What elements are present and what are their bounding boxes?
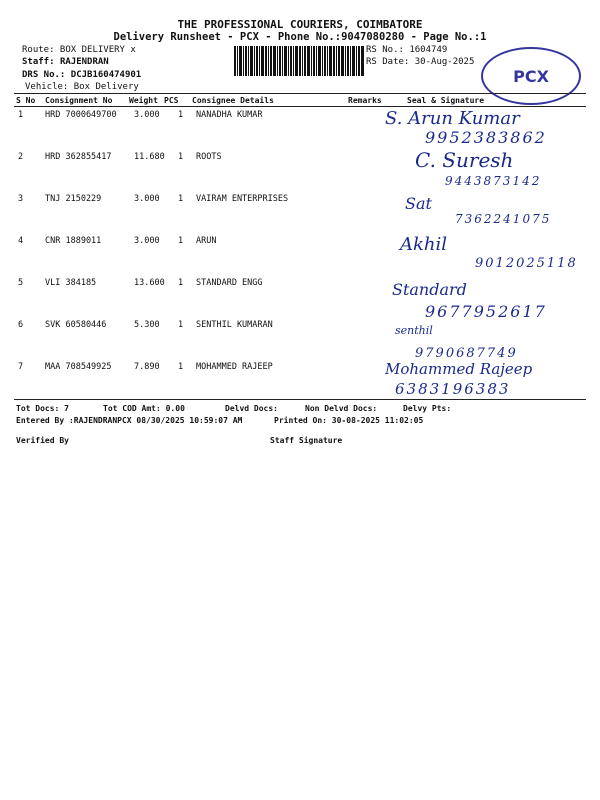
cell-weight: 3.000 [134,236,160,246]
staff-row [22,57,109,67]
cell-consignment: SVK 60580446 [45,320,107,330]
handwritten-signature: Sat [405,194,432,213]
cell-consignee: MOHAMMED RAJEEP [196,362,273,372]
cell-pcs: 1 [178,152,184,162]
cell-weight: 13.600 [134,278,165,288]
delivered-docs: Delvd Docs: [225,404,278,413]
cell-consignment: MAA 708549925 [45,362,112,372]
handwritten-phone: 9012025118 [475,256,578,271]
total-cod-amount: Tot COD Amt: 0.00 [103,404,185,413]
handwritten-phone: 6383196383 [395,380,511,398]
vehicle-text: Vehicle: Box Delivery [25,82,139,92]
cell-sno: 7 [18,362,24,372]
cell-pcs: 1 [178,278,184,288]
col-sno: S No [16,96,36,105]
footer-rule [14,399,586,400]
total-docs: Tot Docs: 7 [16,404,69,413]
handwritten-phone: 9443873142 [445,174,542,188]
cell-pcs: 1 [178,194,184,204]
handwritten-signature: C. Suresh [415,148,514,172]
cell-weight: 3.000 [134,194,160,204]
cell-consignment: CNR 1889011 [45,236,102,246]
header-bottom-rule [14,106,586,107]
cell-consignee: SENTHIL KUMARAN [196,320,273,330]
cell-consignment: HRD 7000649700 [45,110,117,120]
handwritten-signature: Standard [392,280,467,299]
drs-value: DCJB160474901 [70,70,142,80]
drs-label: DRS No.: [22,70,66,80]
cell-weight: 7.890 [134,362,160,372]
company-title: THE PROFESSIONAL COURIERS, COIMBATORE [177,18,423,31]
rs-date: RS Date: 30-Aug-2025 [366,57,475,67]
col-weight: Weight [129,96,158,105]
cell-consignment: TNJ 2150229 [45,194,102,204]
cell-pcs: 1 [178,362,184,372]
verified-by: Verified By [16,436,69,445]
cell-sno: 1 [18,110,24,120]
handwritten-phone: 9677952617 [425,302,547,321]
cell-consignment: VLI 384185 [45,278,97,288]
runsheet-subtitle: Delivery Runsheet - PCX - Phone No.:9047080280 - Page No.:1 [113,31,487,43]
handwritten-phone: 9952383862 [425,128,547,147]
col-remarks: Remarks [348,96,382,105]
col-consignee: Consignee Details [192,96,274,105]
handwritten-signature: Mohammed Rajeep [385,360,533,378]
col-seal-signature: Seal & Signature [407,96,485,105]
handwritten-phone: 9790687749 [415,346,518,361]
header-top-rule [14,93,586,94]
col-pcs: PCS [164,96,179,105]
cell-consignee: ROOTS [196,152,222,162]
col-consignment: Consignment No [45,96,113,105]
cell-pcs: 1 [178,320,184,330]
staff-label: Staff: [22,57,55,67]
cell-sno: 5 [18,278,24,288]
handwritten-signature: Akhil [400,234,448,255]
drs-row [22,70,141,80]
cell-consignee: ARUN [196,236,217,246]
cell-consignee: VAIRAM ENTERPRISES [196,194,289,204]
staff-signature: Staff Signature [270,436,343,445]
cell-weight: 5.300 [134,320,160,330]
pcx-stamp: PCX [481,47,581,105]
cell-sno: 2 [18,152,24,162]
staff-value: RAJENDRAN [59,57,109,67]
handwritten-signature: senthil [395,324,433,337]
cell-pcs: 1 [178,236,184,246]
barcode [234,46,364,76]
cell-consignment: HRD 362855417 [45,152,112,162]
cell-consignee: STANDARD ENGG [196,278,263,288]
non-delivered-docs: Non Delvd Docs: [305,404,378,413]
rs-number: RS No.: 1604749 [366,45,448,55]
entered-by: Entered By :RAJENDRANPCX 08/30/2025 10:59:07 AM [16,416,243,425]
cell-weight: 11.680 [134,152,165,162]
cell-pcs: 1 [178,110,184,120]
handwritten-phone: 7362241075 [455,212,552,226]
printed-on: Printed On: 30-08-2025 11:02:05 [274,416,424,425]
cell-sno: 4 [18,236,24,246]
cell-consignee: NANADHA KUMAR [196,110,263,120]
cell-sno: 6 [18,320,24,330]
route-text: Route: BOX DELIVERY x [22,45,136,55]
delivery-points: Delvy Pts: [403,404,452,413]
cell-weight: 3.000 [134,110,160,120]
cell-sno: 3 [18,194,24,204]
handwritten-signature: S. Arun Kumar [385,108,520,129]
